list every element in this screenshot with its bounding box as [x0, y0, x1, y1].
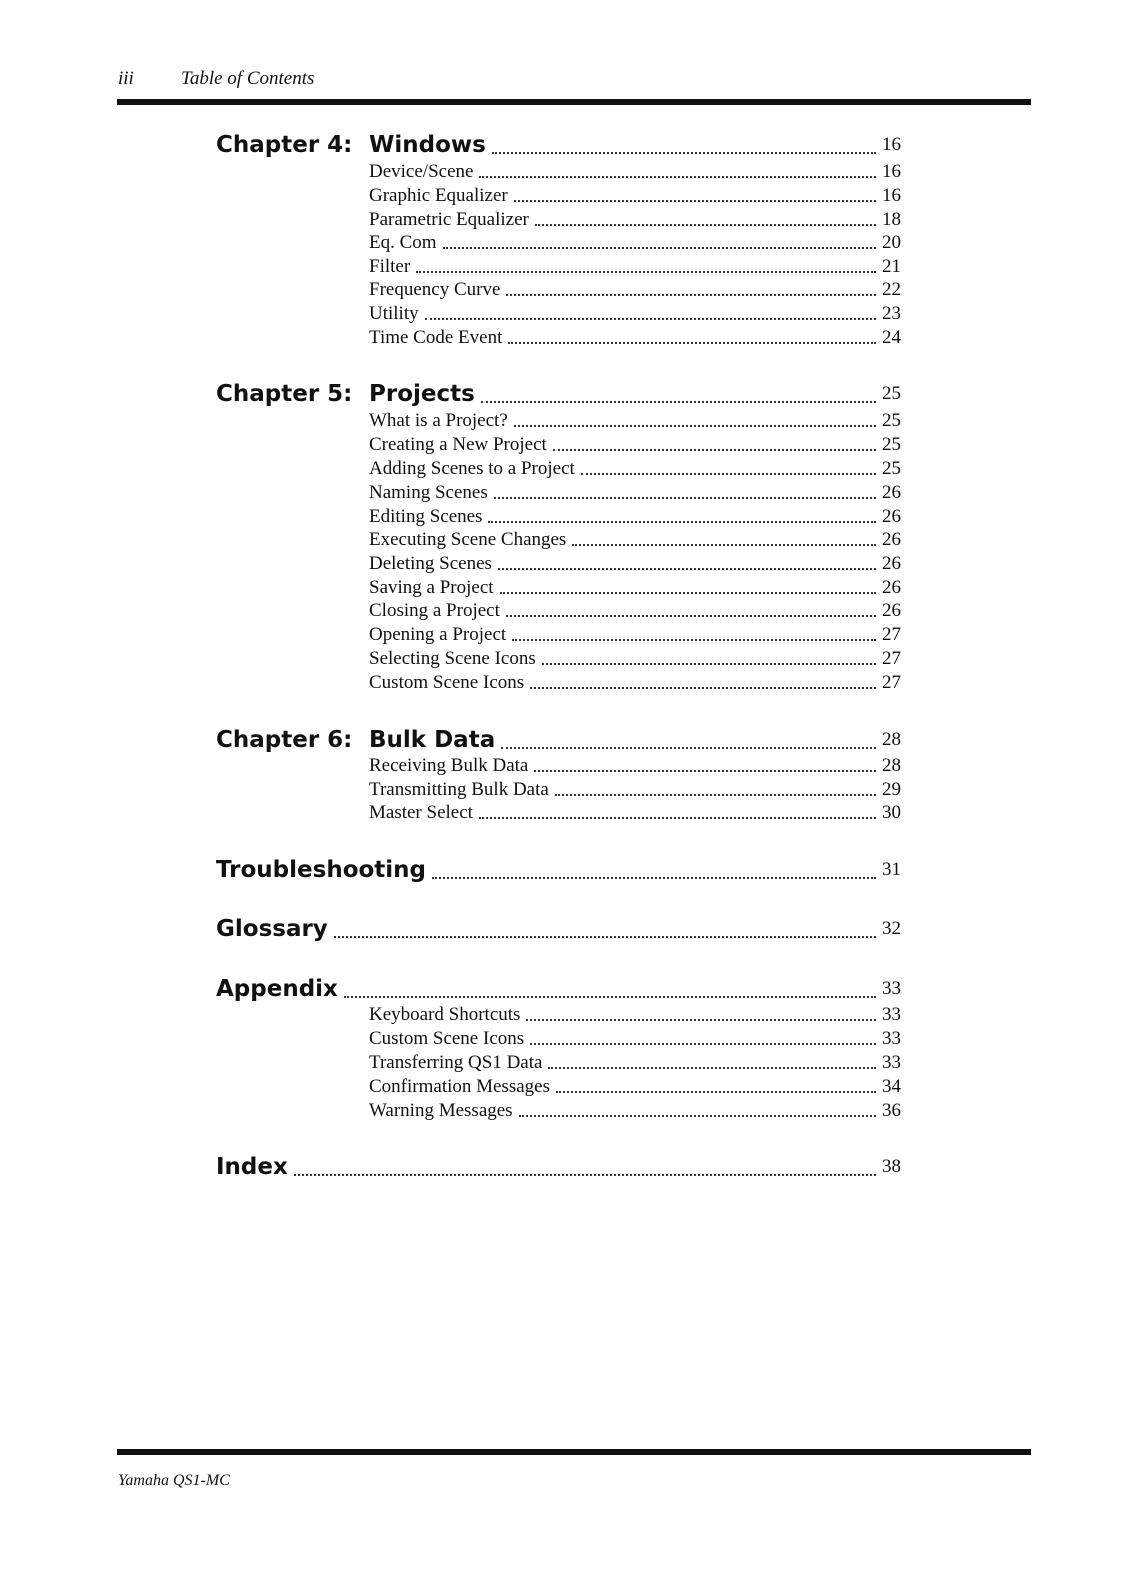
dot-leader	[494, 497, 876, 499]
dot-leader	[553, 449, 876, 451]
toc-entry-title: Master Select	[369, 802, 473, 823]
dot-leader	[514, 200, 876, 202]
toc-entry-title: Utility	[369, 303, 419, 324]
toc-entry[interactable]	[369, 1051, 912, 1075]
toc-page-number: 27	[882, 648, 901, 669]
toc-entry-title: Filter	[369, 256, 411, 277]
toc-page-number: 25	[882, 383, 901, 404]
toc-page-number: 16	[882, 161, 901, 182]
toc-page-number: 28	[882, 755, 901, 776]
toc-entry-title: Editing Scenes	[369, 506, 483, 527]
toc-entry[interactable]	[369, 623, 912, 647]
toc-page-number: 25	[882, 434, 901, 455]
toc-entry[interactable]	[369, 778, 912, 802]
toc-page-number: 16	[882, 134, 901, 155]
toc-entry[interactable]	[369, 754, 912, 778]
toc-entry-title: Confirmation Messages	[369, 1076, 551, 1097]
toc-page-number: 30	[882, 802, 901, 823]
toc-page-number: 33	[882, 978, 901, 999]
toc-page-number: 26	[882, 553, 901, 574]
toc-chapter-title: Windows	[369, 132, 486, 158]
dot-leader	[416, 271, 876, 273]
toc-section-title: Troubleshooting	[216, 857, 427, 883]
toc-entry-title: Time Code Event	[369, 327, 503, 348]
toc-page-number: 28	[882, 729, 901, 750]
toc-page-number: 26	[882, 506, 901, 527]
toc-page-number: 32	[882, 918, 901, 939]
dot-leader	[498, 568, 876, 570]
toc-entry[interactable]	[369, 505, 912, 529]
header-page-number: iii	[118, 68, 134, 89]
toc-entry[interactable]	[369, 599, 912, 623]
dot-leader	[530, 687, 876, 689]
toc-page-number: 38	[882, 1156, 901, 1177]
toc-entry-title: Adding Scenes to a Project	[369, 458, 575, 479]
toc-section-title: Glossary	[216, 916, 328, 942]
toc-entry[interactable]	[369, 160, 912, 184]
toc-entry-title: Receiving Bulk Data	[369, 755, 529, 776]
toc-entry[interactable]	[369, 1099, 912, 1123]
toc-chapter-5-row[interactable]	[369, 379, 912, 409]
dot-leader	[556, 1091, 876, 1093]
toc-page-number: 26	[882, 529, 901, 550]
dot-leader	[479, 817, 876, 819]
toc-entry-title: Selecting Scene Icons	[369, 648, 536, 669]
toc-section-title: Index	[216, 1154, 288, 1180]
dot-leader	[425, 318, 876, 320]
toc-entry-title: Closing a Project	[369, 600, 500, 621]
toc-entry-title: Opening a Project	[369, 624, 507, 645]
toc-page-number: 21	[882, 256, 901, 277]
toc-entry-title: Device/Scene	[369, 161, 474, 182]
footer-rule	[117, 1449, 1031, 1455]
header-rule	[117, 99, 1031, 105]
toc-page-number: 22	[882, 279, 901, 300]
dot-leader	[432, 877, 876, 879]
toc-page-number: 33	[882, 1004, 901, 1025]
toc-page-number: 18	[882, 209, 901, 230]
toc-entry-title: Custom Scene Icons	[369, 1028, 525, 1049]
chapter-5-label: Chapter 5:	[216, 381, 353, 407]
dot-leader	[519, 1115, 876, 1117]
toc-entry-title: Frequency Curve	[369, 279, 501, 300]
dot-leader	[334, 936, 876, 938]
toc-entry-title: Warning Messages	[369, 1100, 513, 1121]
toc-page-number: 25	[882, 410, 901, 431]
dot-leader	[479, 176, 876, 178]
toc-page-number: 26	[882, 577, 901, 598]
toc-entry[interactable]	[369, 457, 912, 481]
toc-entry[interactable]	[369, 184, 912, 208]
toc-entry-title: Parametric Equalizer	[369, 209, 529, 230]
toc-entry-title: Keyboard Shortcuts	[369, 1004, 521, 1025]
toc-page-number: 24	[882, 327, 901, 348]
dot-leader	[530, 1043, 876, 1045]
toc-entry[interactable]	[369, 576, 912, 600]
toc-entry[interactable]	[369, 255, 912, 279]
dot-leader	[548, 1067, 876, 1069]
toc-entry-title: Executing Scene Changes	[369, 529, 567, 550]
toc-section-title: Appendix	[216, 976, 338, 1002]
page-footer: Yamaha QS1-MC	[118, 1472, 230, 1489]
toc-entry-title: Creating a New Project	[369, 434, 547, 455]
dot-leader	[501, 747, 876, 749]
dot-leader	[294, 1174, 876, 1176]
toc-page-number: 27	[882, 672, 901, 693]
chapter-4-label: Chapter 4:	[216, 132, 353, 158]
toc-troubleshooting-row[interactable]	[216, 855, 912, 885]
toc-entry[interactable]	[369, 1027, 912, 1051]
toc-entry-title: What is a Project?	[369, 410, 508, 431]
toc-page-number: 26	[882, 600, 901, 621]
toc-page-number: 36	[882, 1100, 901, 1121]
toc-entry-title: Eq. Com	[369, 232, 437, 253]
dot-leader	[581, 473, 876, 475]
toc-entry[interactable]	[369, 481, 912, 505]
toc-glossary-row[interactable]	[216, 914, 912, 944]
dot-leader	[443, 247, 876, 249]
dot-leader	[344, 996, 876, 998]
toc-page-number: 33	[882, 1052, 901, 1073]
toc-entry-title: Transmitting Bulk Data	[369, 779, 549, 800]
toc-entry[interactable]	[369, 433, 912, 457]
dot-leader	[526, 1019, 876, 1021]
dot-leader	[514, 425, 876, 427]
toc-entry[interactable]	[369, 302, 912, 326]
dot-leader	[500, 592, 876, 594]
toc-chapter-title: Bulk Data	[369, 727, 496, 753]
dot-leader	[534, 770, 876, 772]
header-title: Table of Contents	[181, 68, 315, 89]
dot-leader	[481, 401, 876, 403]
dot-leader	[555, 794, 876, 796]
toc-entry-title: Custom Scene Icons	[369, 672, 525, 693]
toc-entry[interactable]	[369, 1075, 912, 1099]
toc-entry[interactable]	[369, 552, 912, 576]
dot-leader	[535, 224, 876, 226]
toc-entry[interactable]	[369, 1003, 912, 1027]
toc-entry-title: Graphic Equalizer	[369, 185, 508, 206]
toc-appendix-row[interactable]	[216, 974, 912, 1004]
toc-chapter-6-row[interactable]	[369, 725, 912, 755]
toc-page-number: 25	[882, 458, 901, 479]
toc-entry[interactable]	[369, 326, 912, 350]
toc-page-number: 29	[882, 779, 901, 800]
dot-leader	[506, 615, 876, 617]
toc-page-number: 27	[882, 624, 901, 645]
toc-page-number: 33	[882, 1028, 901, 1049]
dot-leader	[572, 544, 876, 546]
toc-entry[interactable]	[369, 278, 912, 302]
dot-leader	[506, 294, 876, 296]
toc-entry-title: Transferring QS1 Data	[369, 1052, 543, 1073]
toc-page-number: 20	[882, 232, 901, 253]
dot-leader	[512, 639, 876, 641]
toc-page-number: 16	[882, 185, 901, 206]
toc-chapter-4-row[interactable]	[369, 130, 912, 160]
toc-entry-title: Deleting Scenes	[369, 553, 492, 574]
toc-entry[interactable]	[369, 231, 912, 255]
chapter-6-label: Chapter 6:	[216, 727, 353, 753]
toc-entry[interactable]	[369, 409, 912, 433]
toc-entry[interactable]	[369, 801, 912, 825]
toc-page-number: 34	[882, 1076, 901, 1097]
toc-entry[interactable]	[369, 671, 912, 695]
dot-leader	[492, 152, 876, 154]
toc-index-row[interactable]	[216, 1152, 912, 1182]
toc-page-number: 26	[882, 482, 901, 503]
dot-leader	[542, 663, 876, 665]
dot-leader	[508, 342, 876, 344]
toc-chapter-title: Projects	[369, 381, 475, 407]
toc-entry-title: Saving a Project	[369, 577, 494, 598]
toc-page-number: 23	[882, 303, 901, 324]
dot-leader	[488, 521, 876, 523]
toc-entry[interactable]	[369, 208, 912, 232]
toc-entry[interactable]	[369, 647, 912, 671]
toc-entry-title: Naming Scenes	[369, 482, 488, 503]
toc-page-number: 31	[882, 859, 901, 880]
toc-entry[interactable]	[369, 528, 912, 552]
